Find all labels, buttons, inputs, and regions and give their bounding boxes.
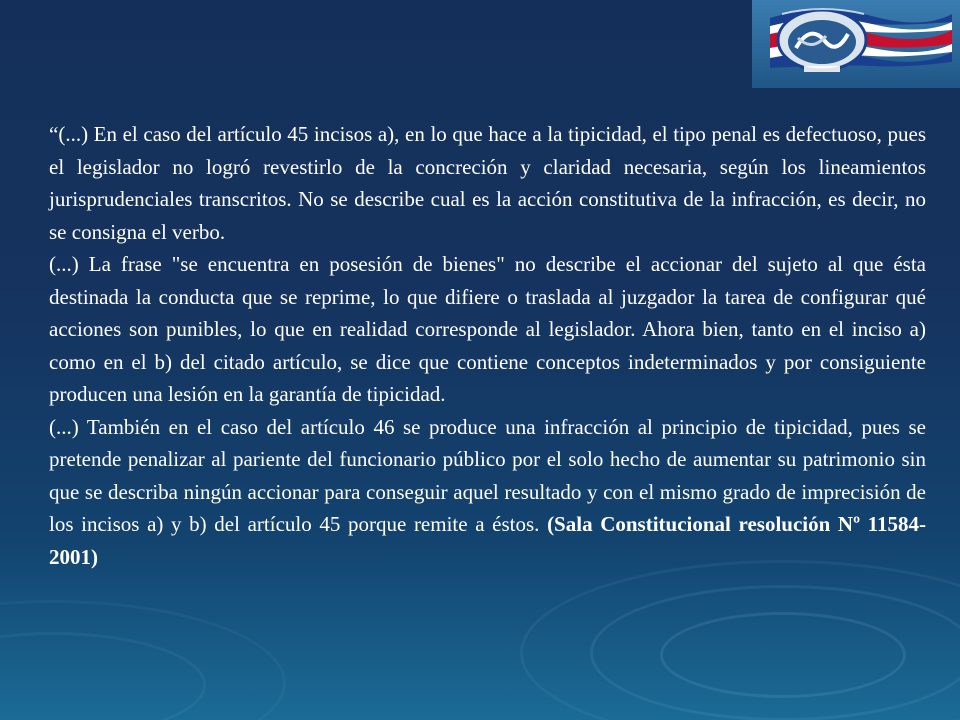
citation: (Sala Constitucional resolución Nº 11584-2001) bbox=[49, 512, 926, 569]
quote-body bbox=[49, 118, 926, 573]
paragraph-1: “(...) En el caso del artículo 45 incisos a), en lo que hace a la tipicidad, el tipo penal es defectuoso, pues el legislador no logró revestirlo de la concreción y claridad necesaria, según los lineamientos jurisprudenciales transcritos. No se describe cual es la acción constitutiva de la infracción, es decir, no se consigna el verbo. bbox=[49, 122, 926, 244]
ripple-decoration bbox=[660, 612, 906, 698]
paragraph-3-text: (...) También en el caso del artículo 46 se produce una infracción al principio de tipicidad, pues se pretende penalizar al pariente del funcionario público por el solo hecho de aumentar su patrimonio sin que se describa ningún accionar para conseguir aquel resultado y con el mismo grado de imprecisión de los incisos a) y b) del artículo 45 porque remite a éstos. bbox=[49, 414, 926, 536]
costa-rica-flag-emblem-icon bbox=[752, 0, 960, 88]
paragraph-3 bbox=[49, 411, 926, 574]
paragraph-2: (...) La frase "se encuentra en posesión de bienes" no describe el accionar del sujeto al que ésta destinada la conducta que se reprime, lo que difiere o traslada al juzgador la tarea de configurar qué acciones son punibles, lo que en realidad corresponde al legislador. Ahora bien, tanto en el inciso a) como en el b) del citado artículo, se dice que contiene conceptos indeterminados y por consiguiente producen una lesión en la garantía de tipicidad. bbox=[49, 252, 926, 406]
